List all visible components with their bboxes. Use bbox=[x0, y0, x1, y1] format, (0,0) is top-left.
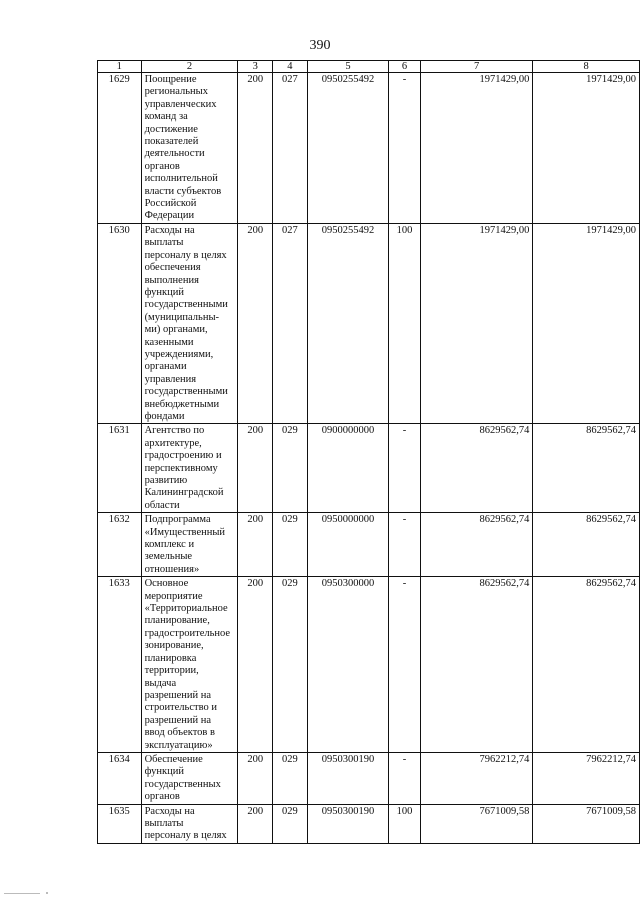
row-name-line: (муниципальны- bbox=[144, 311, 220, 323]
row-name-line: мероприятие bbox=[144, 590, 203, 602]
row-number-cell: 1635 bbox=[98, 804, 142, 843]
row-name-line: органов bbox=[144, 160, 180, 172]
row-code-cell: 0950300190 bbox=[307, 804, 388, 843]
row-amount-7-cell: 8629562,74 bbox=[420, 577, 532, 753]
row-col6-cell: - bbox=[389, 752, 421, 804]
row-col3-cell: 200 bbox=[238, 577, 273, 753]
row-number-cell: 1631 bbox=[98, 424, 142, 513]
row-name-line: планирование, bbox=[144, 615, 210, 627]
row-number-cell: 1630 bbox=[98, 223, 142, 424]
table-row bbox=[98, 513, 640, 577]
row-name-line: комплекс и bbox=[144, 539, 195, 551]
row-amount-8-cell: 8629562,74 bbox=[533, 424, 640, 513]
row-name-line: Федерации bbox=[144, 210, 195, 222]
row-name-line: учреждениями, bbox=[144, 348, 214, 360]
budget-table bbox=[97, 60, 640, 844]
row-col6-cell: - bbox=[389, 513, 421, 577]
row-name-line: казенными bbox=[144, 336, 194, 348]
row-name-line: архитектуре, bbox=[144, 437, 202, 449]
footer-scan-mark bbox=[4, 893, 40, 894]
row-name-line: управленческих bbox=[144, 98, 217, 110]
row-name-line: фондами bbox=[144, 410, 185, 422]
row-name-line: земельные bbox=[144, 551, 193, 563]
row-name-line: области bbox=[144, 499, 180, 511]
row-name-cell bbox=[141, 804, 238, 843]
row-name-line: Российской bbox=[144, 198, 197, 210]
row-col4-cell: 029 bbox=[273, 577, 308, 753]
row-name-line: персоналу в целях bbox=[144, 830, 227, 842]
row-name-line: региональных bbox=[144, 86, 208, 98]
row-code-cell: 0950300000 bbox=[307, 577, 388, 753]
row-name-line: отношения» bbox=[144, 563, 200, 575]
row-col3-cell: 200 bbox=[238, 513, 273, 577]
row-name-line: государственными bbox=[144, 299, 228, 311]
row-name-line: выплаты bbox=[144, 817, 184, 829]
row-amount-8-cell: 1971429,00 bbox=[533, 223, 640, 424]
header-col-7: 7 bbox=[420, 61, 532, 73]
row-col6-cell: - bbox=[389, 424, 421, 513]
row-col6-cell: 100 bbox=[389, 804, 421, 843]
row-col4-cell: 029 bbox=[273, 424, 308, 513]
row-name-line: Расходы на bbox=[144, 805, 195, 817]
table-row bbox=[98, 804, 640, 843]
row-name-line: функций bbox=[144, 286, 184, 298]
row-name-line: команд за bbox=[144, 111, 188, 123]
row-amount-8-cell: 1971429,00 bbox=[533, 73, 640, 224]
row-name-line: Поощрение bbox=[144, 74, 197, 85]
header-col-3: 3 bbox=[238, 61, 273, 73]
row-name-line: планировка bbox=[144, 652, 197, 664]
row-col4-cell: 029 bbox=[273, 804, 308, 843]
row-name-line: власти субъектов bbox=[144, 185, 222, 197]
row-col6-cell: 100 bbox=[389, 223, 421, 424]
row-code-cell: 0900000000 bbox=[307, 424, 388, 513]
row-amount-8-cell: 7962212,74 bbox=[533, 752, 640, 804]
row-name-line: Подпрограмма bbox=[144, 514, 211, 526]
row-name-line: государственных bbox=[144, 778, 221, 790]
row-col4-cell: 029 bbox=[273, 752, 308, 804]
row-name-line: Калининградской bbox=[144, 487, 224, 499]
row-name-line: разрешений на bbox=[144, 714, 212, 726]
row-name-line: градостроительное bbox=[144, 627, 231, 639]
row-name-line: органами bbox=[144, 361, 187, 373]
row-col3-cell: 200 bbox=[238, 424, 273, 513]
row-name-line: Обеспечение bbox=[144, 753, 203, 765]
row-name-line: выдача bbox=[144, 677, 177, 689]
row-name-line: зонирование, bbox=[144, 640, 204, 652]
row-name-line: разрешений на bbox=[144, 689, 212, 701]
header-col-6: 6 bbox=[389, 61, 421, 73]
row-code-cell: 0950255492 bbox=[307, 73, 388, 224]
row-name-line: «Имущественный bbox=[144, 526, 226, 538]
row-number-cell: 1634 bbox=[98, 752, 142, 804]
row-col4-cell: 029 bbox=[273, 513, 308, 577]
row-amount-7-cell: 7962212,74 bbox=[420, 752, 532, 804]
row-amount-7-cell: 8629562,74 bbox=[420, 424, 532, 513]
row-col3-cell: 200 bbox=[238, 73, 273, 224]
row-number-cell: 1633 bbox=[98, 577, 142, 753]
row-name-cell bbox=[141, 577, 238, 753]
row-name-line: Агентство по bbox=[144, 425, 205, 437]
row-col6-cell: - bbox=[389, 73, 421, 224]
header-col-8: 8 bbox=[533, 61, 640, 73]
row-name-line: управления bbox=[144, 373, 197, 385]
row-col4-cell: 027 bbox=[273, 223, 308, 424]
footer-scan-dot bbox=[46, 892, 48, 894]
row-name-line: развитию bbox=[144, 475, 188, 486]
table-row bbox=[98, 73, 640, 224]
header-col-2: 2 bbox=[141, 61, 238, 73]
row-code-cell: 0950000000 bbox=[307, 513, 388, 577]
row-name-line: внебюджетными bbox=[144, 398, 220, 410]
header-row bbox=[98, 61, 640, 73]
table-row bbox=[98, 223, 640, 424]
row-col4-cell: 027 bbox=[273, 73, 308, 224]
table-row bbox=[98, 577, 640, 753]
row-number-cell: 1629 bbox=[98, 73, 142, 224]
row-amount-7-cell: 8629562,74 bbox=[420, 513, 532, 577]
row-name-line: строительство и bbox=[144, 702, 217, 714]
row-name-line: Основное bbox=[144, 578, 189, 590]
table-body bbox=[98, 73, 640, 844]
header-col-4: 4 bbox=[273, 61, 308, 73]
row-name-line: персоналу в целях bbox=[144, 249, 227, 261]
table-row bbox=[98, 752, 640, 804]
row-name-cell bbox=[141, 752, 238, 804]
row-name-line: эксплуатацию» bbox=[144, 739, 213, 751]
row-name-line: показателей bbox=[144, 136, 199, 148]
row-name-line: достижение bbox=[144, 123, 198, 135]
row-amount-8-cell: 8629562,74 bbox=[533, 577, 640, 753]
row-name-cell bbox=[141, 223, 238, 424]
row-name-line: обеспечения bbox=[144, 262, 201, 274]
table-row bbox=[98, 424, 640, 513]
row-amount-8-cell: 8629562,74 bbox=[533, 513, 640, 577]
row-name-line: ми) органами, bbox=[144, 324, 208, 336]
row-amount-8-cell: 7671009,58 bbox=[533, 804, 640, 843]
row-name-cell bbox=[141, 424, 238, 513]
row-name-line: Расходы на bbox=[144, 224, 195, 236]
row-name-line: органов bbox=[144, 791, 180, 803]
row-name-line: выполнения bbox=[144, 274, 199, 286]
row-name-line: ввод объектов в bbox=[144, 727, 215, 739]
row-amount-7-cell: 7671009,58 bbox=[420, 804, 532, 843]
row-name-cell bbox=[141, 513, 238, 577]
row-name-line: исполнительной bbox=[144, 173, 218, 185]
row-code-cell: 0950300190 bbox=[307, 752, 388, 804]
row-name-line: территории, bbox=[144, 665, 199, 677]
row-name-line: государственными bbox=[144, 386, 228, 398]
row-name-line: «Территориальное bbox=[144, 603, 228, 615]
row-number-cell: 1632 bbox=[98, 513, 142, 577]
row-amount-7-cell: 1971429,00 bbox=[420, 223, 532, 424]
page-number: 390 bbox=[309, 38, 331, 53]
header-col-5: 5 bbox=[307, 61, 388, 73]
row-name-line: выплаты bbox=[144, 237, 184, 249]
row-col3-cell: 200 bbox=[238, 223, 273, 424]
row-amount-7-cell: 1971429,00 bbox=[420, 73, 532, 224]
row-name-line: градостроению и bbox=[144, 450, 222, 462]
row-name-line: деятельности bbox=[144, 148, 205, 160]
row-col6-cell: - bbox=[389, 577, 421, 753]
row-name-line: перспективному bbox=[144, 462, 218, 474]
row-name-line: функций bbox=[144, 766, 184, 778]
row-name-cell bbox=[141, 73, 238, 224]
row-col3-cell: 200 bbox=[238, 752, 273, 804]
row-code-cell: 0950255492 bbox=[307, 223, 388, 424]
header-col-1: 1 bbox=[98, 61, 142, 73]
row-col3-cell: 200 bbox=[238, 804, 273, 843]
